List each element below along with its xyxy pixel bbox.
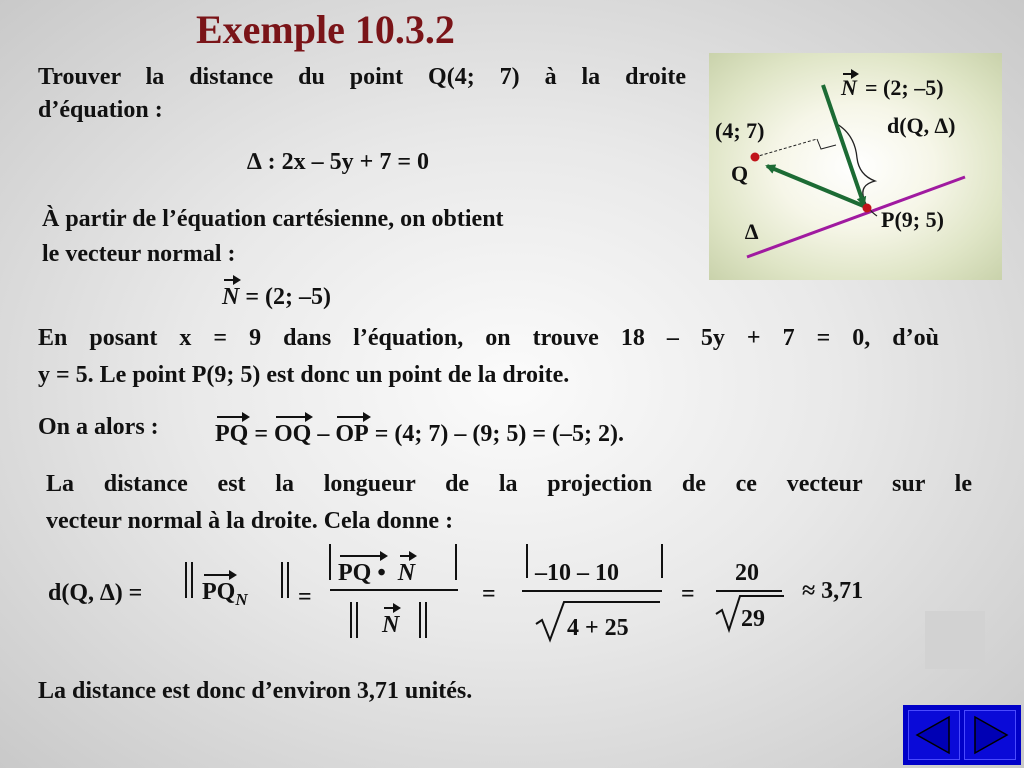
problem-line-1: Trouver la distance du point Q(4; 7) à la droite <box>38 64 686 90</box>
denominator-n: N <box>382 609 399 642</box>
normal-line-2: le vecteur normal : <box>42 241 236 267</box>
equals-3: = <box>681 581 695 607</box>
equals-sign: = <box>248 421 275 447</box>
point-q <box>751 153 760 162</box>
point-p <box>863 204 872 213</box>
previous-button[interactable] <box>908 710 960 760</box>
projection-vector <box>202 576 248 616</box>
navigation-bar <box>903 705 1021 765</box>
figure-q-coords: (4; 7) <box>715 118 765 143</box>
vector-oq: OQ <box>274 418 311 451</box>
vector-pq-result: = (4; 7) – (9; 5) = (–5; 2). <box>368 421 624 447</box>
geometry-figure <box>709 53 1002 280</box>
point-line-1: En posant x = 9 dans l’équation, on trouve 18 – 5y + 7 = 0, d’où <box>38 325 939 351</box>
fraction-2-numerator: –10 – 10 <box>535 560 619 586</box>
projection-subscript: N <box>235 589 248 609</box>
fraction-3-numerator: 20 <box>735 560 759 586</box>
point-line-2: y = 5. Le point P(9; 5) est donc un point de la droite. <box>38 362 570 388</box>
conclusion: La distance est donc d’environ 3,71 unités. <box>38 678 473 704</box>
figure-p-label: P(9; 5) <box>881 207 944 232</box>
figure-q-label: Q <box>731 161 749 186</box>
vector-op: OP <box>335 418 368 451</box>
approx-value: ≈ 3,71 <box>802 578 864 604</box>
distance-lhs: d(Q, ∆) = <box>48 580 143 606</box>
normal-vector-equation <box>222 281 331 314</box>
projection-pq: PQ <box>202 576 235 609</box>
fraction-2-denominator: 4 + 25 <box>567 615 629 641</box>
minus-sign: – <box>311 421 336 447</box>
fraction-1-denominator <box>382 609 399 642</box>
problem-line-2: d’équation : <box>38 97 163 123</box>
equals-1: = <box>298 584 312 610</box>
projection-line-2: vecteur normal à la droite. Cela donne : <box>46 508 454 534</box>
right-angle-mark <box>817 139 836 149</box>
figure-n-value: = (2; –5) <box>865 75 944 100</box>
arrow-n <box>823 85 864 205</box>
triangle-right-icon <box>965 711 1015 759</box>
figure-n-symbol <box>841 75 857 101</box>
triangle-left-icon <box>909 711 959 759</box>
normal-line-1: À partir de l’équation cartésienne, on obtient <box>42 206 504 232</box>
figure-distance-label: d(Q, ∆) <box>887 113 956 138</box>
figure-n-vector: N <box>841 75 857 100</box>
normal-vector-symbol: N <box>222 281 239 314</box>
page-title: Exemple 10.3.2 <box>196 7 455 52</box>
figure-delta-label: ∆ <box>745 219 759 244</box>
vector-pq-label: On a alors : <box>38 414 159 440</box>
vector-pq: PQ <box>215 418 248 451</box>
normal-vector-value: = (2; –5) <box>239 284 331 310</box>
projection-line-1: La distance est la longueur de la projection de ce vecteur sur le <box>46 471 972 497</box>
fraction-3-denominator: 29 <box>741 606 765 632</box>
fraction-bar-2 <box>522 590 662 592</box>
fraction-bar-1 <box>330 589 458 591</box>
fraction-1-numerator <box>338 557 415 590</box>
vector-pq-equation <box>215 418 624 451</box>
line-equation: ∆ : 2x – 5y + 7 = 0 <box>247 149 430 175</box>
next-button[interactable] <box>964 710 1016 760</box>
numerator-pq: PQ • <box>338 557 386 590</box>
equals-2: = <box>482 581 496 607</box>
decorative-block <box>925 611 985 669</box>
numerator-n: N <box>398 557 415 590</box>
